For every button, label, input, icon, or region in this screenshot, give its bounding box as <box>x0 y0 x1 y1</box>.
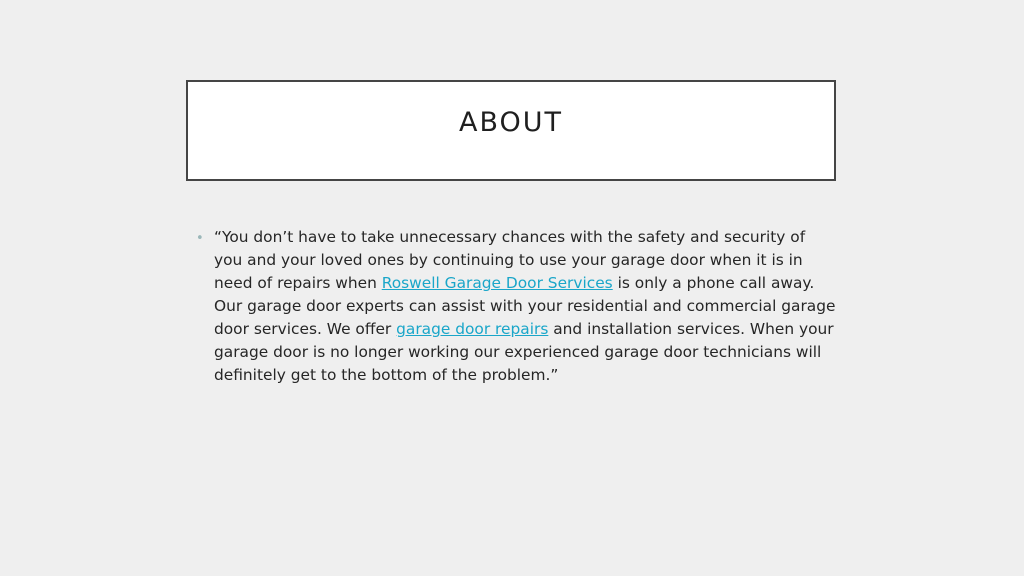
content-area <box>196 226 836 387</box>
title-box <box>186 80 836 181</box>
paragraph-text-1: “You don’t have to take unnecessary chances with the safety and security of you and your loved ones by continuing to use your garage door when it is in need of repairs when <box>214 228 806 292</box>
about-paragraph <box>214 226 836 387</box>
slide-title: ABOUT <box>458 106 564 138</box>
bullet-item <box>196 226 836 387</box>
paragraph-text-3: and installation services. When your garage door is no longer working our experienced garage door technicians will definitely get to the bottom of the problem.” <box>214 320 834 384</box>
garage-door-repairs-link[interactable]: garage door repairs <box>396 320 549 338</box>
bullet-icon: • <box>196 231 204 246</box>
roswell-garage-door-services-link[interactable]: Roswell Garage Door Services <box>381 274 613 292</box>
paragraph-text-2: is only a phone call away. Our garage door experts can assist with your residential and commercial garage door services. We offer <box>214 274 836 338</box>
